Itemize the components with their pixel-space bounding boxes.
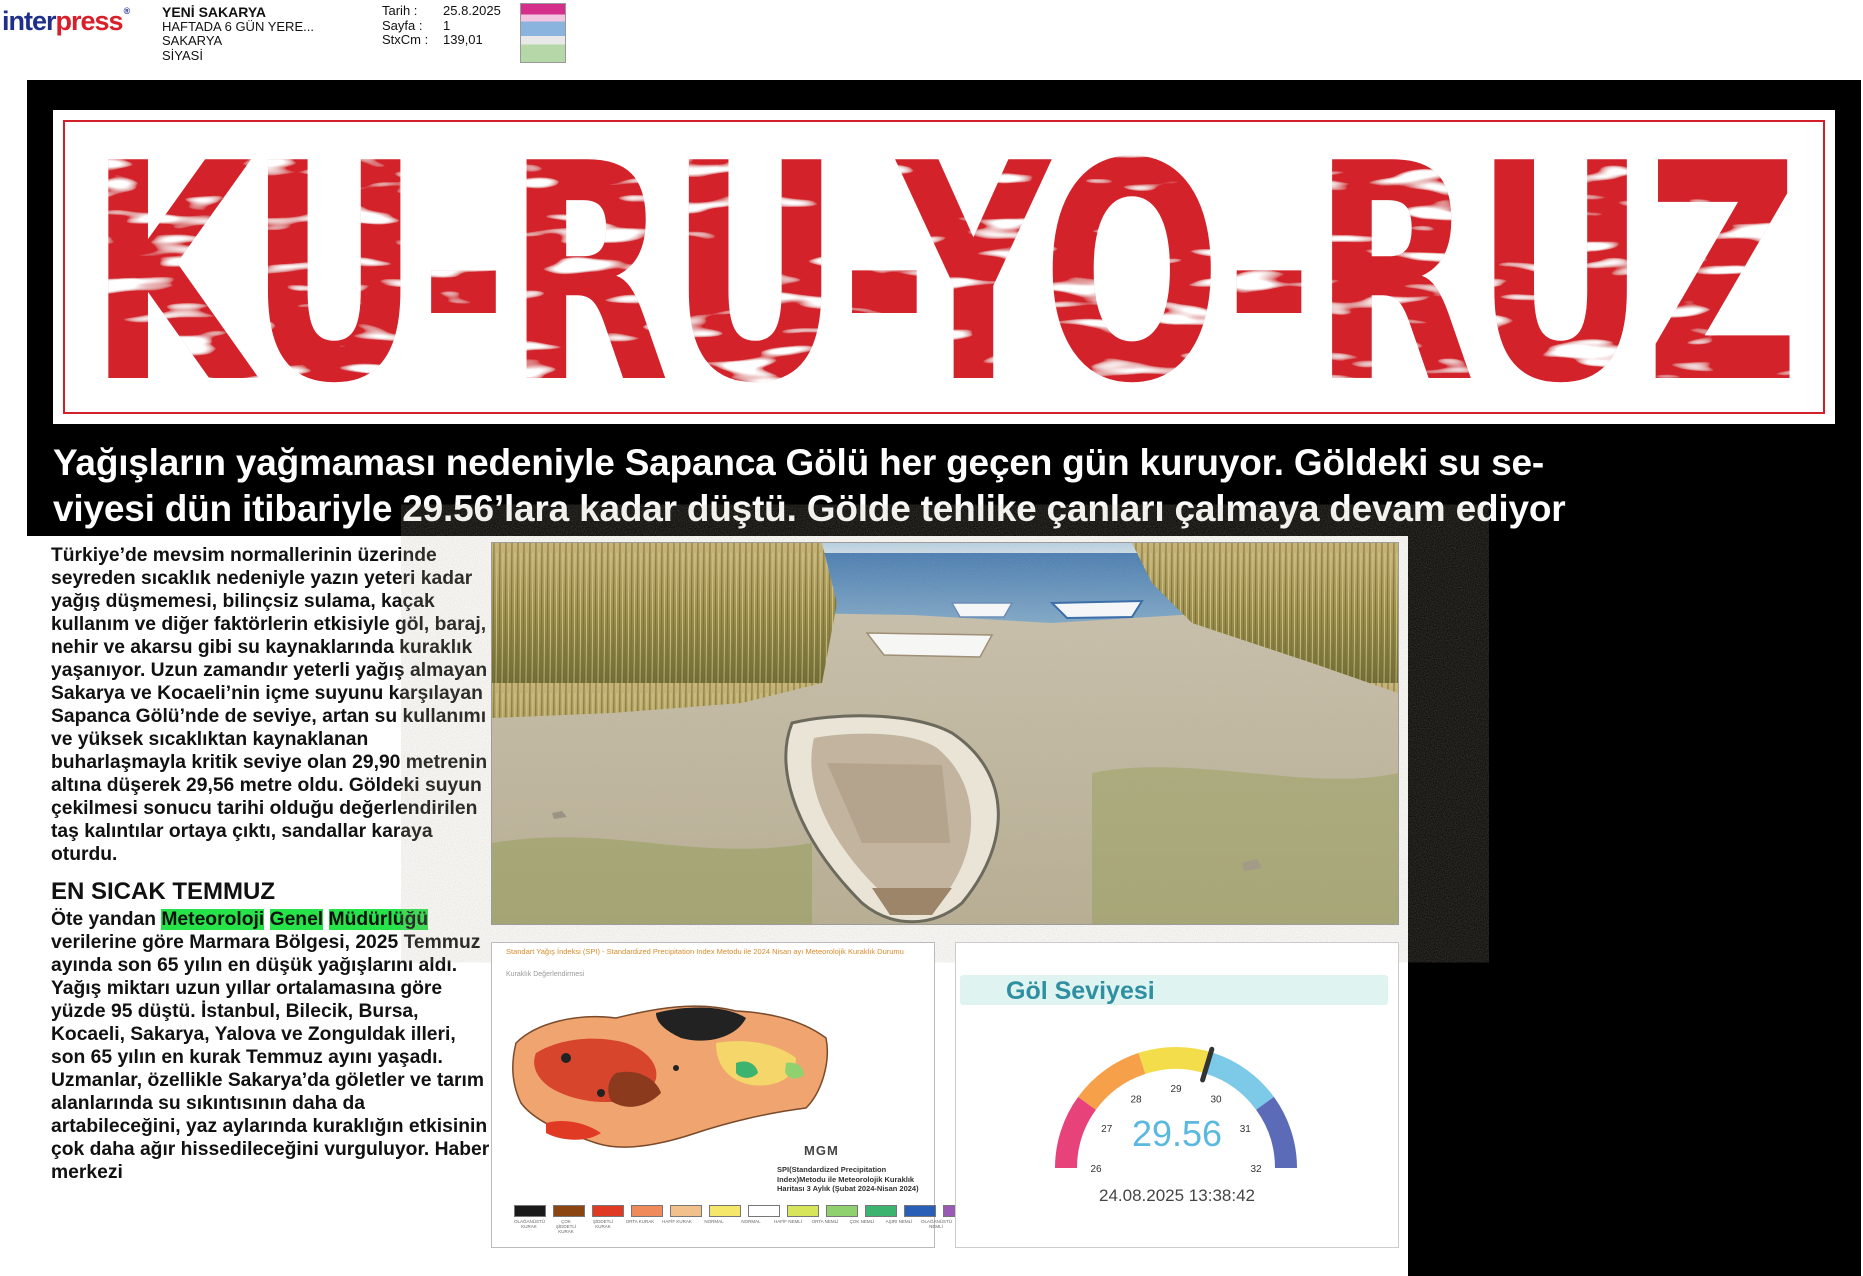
map-legend-labels	[514, 1219, 951, 1234]
map-caption: SPI(Standardized Precipitation Index)Metodu ile Meteorolojik Kuraklık Haritası 3 Aylık (Şubat 2024-Nisan 2024)	[777, 1165, 919, 1193]
legend-swatch	[592, 1205, 624, 1217]
meta-value: 1	[443, 17, 451, 33]
meta-label: Tarih :	[382, 3, 418, 18]
meta-row-date	[382, 4, 501, 19]
subheadline	[53, 440, 1861, 532]
legend-label: OLAĞANÜSTÜ KURAK	[514, 1219, 546, 1229]
logo-registered-mark: ®	[123, 6, 130, 16]
paragraph-1: Türkiye’de mevsim normallerinin üzerinde seyreden sıcaklık nedeniyle yazın yeteri kadar yağış düşmemesi, bilinçsiz sulama, kaçak kullanım ve diğer faktörlerin etkisiyle göl, baraj, nehir ve akarsu gibi su kaynaklarında kuraklık yaşanıyor. Uzun zamandır yeterli yağış almayan Sakarya ve Kocaeli’nin içme suyunu karşılayan Sapanca Gölü’nde de seviye, artan su kullanımı ve yüksek sıcaklıktan kaynaklanan buharlaşmayla kritik seviye olan 29,90 metrenin altına düşerek 29,56 metre oldu. Göldeki suyun çekilmesi sonucu tarihi olduğu değerlendirilen taş kalıntılar ortaya çıktı, sandallar karaya oturdu.	[51, 545, 488, 865]
legend-label: ORTA NEMLİ	[811, 1219, 839, 1224]
p2-lead: Öte yandan	[51, 909, 157, 930]
legend-swatch	[904, 1205, 936, 1217]
publication-region: SAKARYA	[162, 33, 223, 48]
boat-small-1	[952, 603, 1012, 617]
highlight-word: Meteoroloji	[161, 909, 265, 930]
p2-rest: verilerine göre Marmara Bölgesi, 2025 Temmuz ayında son 65 yılın en düşük yağışlarını aldı. Yağış miktarı uzun yıllar ortalamasına göre yüzde 95 düştü. İstanbul, Bilecik, Bursa, Kocaeli, Sakarya, Yalova ve Zonguldak illeri, son 65 yılın en kurak Temmuz ayını yaşadı. Uzmanlar, özellikle Sakarya’da göletler ve tarım alanlarında su sıkıntısının daha da artabileceğini, yaz aylarında kuraklığın etkisinin çok daha ağır hissedileceğini vurguluyor. Haber merkezi	[51, 932, 490, 1183]
gauge-tick-label: 28	[1130, 1094, 1142, 1106]
legend-swatch	[670, 1205, 702, 1217]
gauge-dial	[1026, 1018, 1326, 1188]
mgm-logo-text: MGM	[804, 1143, 839, 1158]
legend-label: NORMAL	[704, 1219, 724, 1224]
legend-swatch	[865, 1205, 897, 1217]
meta-row-page	[382, 19, 501, 34]
page-thumbnail[interactable]	[520, 3, 566, 63]
gauge-title: Göl Seviyesi	[1006, 977, 1155, 1005]
boat-small-3	[867, 633, 992, 657]
gauge-tick-label: 30	[1210, 1094, 1222, 1106]
logo-main: inter	[2, 6, 56, 36]
section-heading: EN SICAK TEMMUZ	[51, 878, 275, 905]
clip-meta	[382, 4, 501, 48]
gauge-band	[1142, 1058, 1210, 1063]
legend-label: AŞIRI NEMLİ	[885, 1219, 913, 1224]
article-panel	[27, 80, 1861, 1276]
map-header-text: Standart Yağış İndeksi (SPI) - Standardized Precipitation Index Metodu ile 2024 Nisan ayı Meteorolojik Kuraklık Durumu	[506, 947, 904, 956]
interpress-logo	[2, 6, 129, 37]
legend-label: ORTA KURAK	[625, 1219, 655, 1224]
gauge-tick-label: 27	[1101, 1124, 1113, 1135]
legend-swatch	[826, 1205, 858, 1217]
publication-name: YENİ SAKARYA	[162, 4, 266, 20]
gauge-value: 29.56	[1131, 1113, 1223, 1154]
legend-label: ŞİDDETLİ KURAK	[592, 1219, 614, 1229]
gauge-tick-label: 26	[1090, 1164, 1102, 1175]
legend-swatch	[553, 1205, 585, 1217]
turkey-map	[506, 983, 836, 1173]
meta-label: StxCm :	[382, 32, 429, 47]
subhead-line-1: Yağışların yağmaması nedeniyle Sapanca Gölü her geçen gün kuruyor. Göldeki su se-	[53, 442, 1545, 483]
article-body	[27, 536, 1408, 1276]
publication-frequency: HAFTADA 6 GÜN YERE...	[162, 18, 314, 34]
legend-label: OLAĞANÜSTÜ NEMLİ	[921, 1219, 953, 1229]
gauge-tick-label: 29	[1170, 1084, 1182, 1095]
headline-text: KU-RU-YO-RUZ	[89, 100, 1799, 449]
legend-swatch	[631, 1205, 663, 1217]
publication-info	[162, 5, 314, 63]
legend-label: HAFİF KURAK	[662, 1219, 692, 1224]
gauge-tick-label: 32	[1250, 1164, 1262, 1175]
text-column	[51, 544, 491, 1184]
legend-swatch	[514, 1205, 546, 1217]
boat-small-2	[1052, 601, 1142, 618]
paragraph-2	[51, 908, 491, 1184]
drought-map-card	[491, 942, 953, 1248]
headline-graphic	[53, 100, 1835, 449]
meta-label: Sayfa :	[382, 17, 423, 33]
gauge-timestamp: 24.08.2025 13:38:42	[1099, 1186, 1255, 1205]
subhead-line-2: viyesi dün itibariyle 29.56’lara kadar düştü. Gölde tehlike çanları çalmaya devam ediyor	[53, 488, 1566, 529]
gauge-tick-label: 31	[1239, 1124, 1251, 1135]
lake-photo	[491, 542, 1399, 925]
meta-value: 25.8.2025	[443, 3, 501, 18]
meta-value: 139,01	[443, 32, 483, 47]
legend-label: ÇOK NEMLİ	[849, 1219, 875, 1224]
dry-lakeshore-image	[492, 543, 1398, 924]
legend-swatch	[709, 1205, 741, 1217]
highlight-word: Genel	[269, 909, 324, 930]
headline-box	[53, 100, 1835, 449]
legend-swatch	[748, 1205, 780, 1217]
legend-label: HAFİF NEMLİ	[773, 1219, 802, 1224]
legend-label: ÇOK ŞİDDETLİ KURAK	[555, 1219, 577, 1234]
legend-label: NORMAL	[741, 1219, 761, 1224]
logo-accent: press	[55, 6, 123, 36]
lake-level-gauge-card	[955, 942, 1399, 1248]
publication-category: SİYASİ	[162, 47, 203, 63]
clipping-header	[0, 0, 1863, 78]
map-legend	[514, 1205, 975, 1217]
legend-swatch	[787, 1205, 819, 1217]
highlight-word: Müdürlüğü	[328, 909, 429, 930]
meta-row-size	[382, 33, 501, 48]
map-subheader: Kuraklık Değerlendirmesi	[506, 971, 585, 978]
